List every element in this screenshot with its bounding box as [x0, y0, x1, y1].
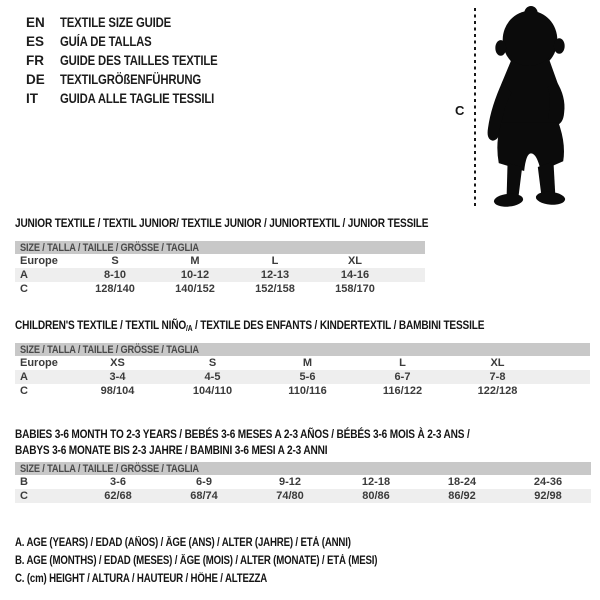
table-row-months	[15, 475, 591, 489]
size-cell: 74/80	[247, 489, 333, 503]
size-cell: 12-18	[361, 476, 391, 488]
size-cell: 9-12	[278, 476, 302, 488]
language-code: IT	[26, 91, 38, 106]
size-cell: 62/68	[75, 489, 161, 503]
language-label: TEXTILGRÖßENFÜHRUNG	[60, 72, 202, 87]
size-cell: 8-10	[75, 268, 155, 282]
size-cell: 116/122	[382, 385, 423, 397]
size-cell: M	[302, 357, 313, 369]
size-cell: 3-6	[110, 476, 126, 488]
title-subscript: /A	[186, 324, 193, 333]
height-measure-dashed-line	[474, 8, 476, 206]
title-part: / TEXTILE DES ENFANTS / KINDERTEXTIL / BAMBINI TESSILE	[192, 318, 485, 332]
baby-silhouette-icon	[486, 5, 574, 210]
table-row-height	[15, 489, 591, 503]
size-cell: 86/92	[419, 489, 505, 503]
size-cell: L	[271, 255, 279, 267]
table-row-europe	[15, 356, 590, 370]
size-cell: S	[208, 357, 217, 369]
size-cell: M	[190, 255, 200, 267]
section-title-babies	[15, 426, 556, 458]
spacer-cell	[395, 282, 425, 296]
size-header-bar	[15, 241, 425, 254]
language-row-it	[26, 89, 248, 108]
size-cell: L	[399, 357, 406, 369]
row-label-cell: C	[20, 385, 28, 397]
size-cell: 10-12	[155, 268, 235, 282]
size-header-label: SIZE / TALLA / TAILLE / GRÖSSE / TAGLIA	[20, 343, 199, 356]
note-text: C. (cm) HEIGHT / ALTURA / HAUTEUR / HÖHE / ALTEZZA	[15, 573, 268, 585]
size-cell: 6-9	[196, 476, 212, 488]
size-cell: 152/158	[255, 283, 295, 295]
language-code: EN	[26, 15, 45, 30]
size-cell: XL	[490, 357, 505, 369]
row-label-cell: C	[20, 283, 28, 295]
size-cell: 68/74	[161, 489, 247, 503]
table-row-europe	[15, 254, 425, 268]
section-title-children	[15, 317, 574, 337]
size-table-children	[15, 343, 590, 398]
size-cell: S	[111, 255, 119, 267]
note-text: B. AGE (MONTHS) / EDAD (MESES) / ÂGE (MOIS) / ALTER (MONATE) / ETÀ (MESI)	[15, 555, 378, 567]
size-cell: 92/98	[505, 489, 591, 503]
size-cell: 3-4	[70, 370, 165, 384]
language-label: GUÍA DE TALLAS	[60, 34, 152, 49]
size-table-junior	[15, 241, 425, 296]
size-header-label: SIZE / TALLA / TAILLE / GRÖSSE / TAGLIA	[20, 241, 199, 254]
size-header-bar	[15, 462, 591, 475]
size-cell: 24-36	[533, 476, 563, 488]
size-cell: 7-8	[450, 370, 545, 384]
size-cell: 14-16	[315, 268, 395, 282]
size-cell: 140/152	[175, 283, 215, 295]
size-cell: 158/170	[335, 283, 375, 295]
language-row-es	[26, 32, 248, 51]
language-list	[26, 13, 248, 108]
row-label-cell: A	[15, 268, 75, 282]
section-title-text: JUNIOR TEXTILE / TEXTIL JUNIOR/ TEXTILE JUNIOR / JUNIORTEXTIL / JUNIOR TESSILE	[15, 216, 429, 230]
legend-notes	[15, 534, 446, 588]
row-label-cell: Europe	[20, 357, 58, 369]
section-title-line1: BABIES 3-6 MONTH TO 2-3 YEARS / BEBÉS 3-6 MESES A 2-3 AÑOS / BÉBÉS 3-6 MOIS À 2-3 ANS /	[15, 427, 470, 441]
language-label: GUIDE DES TAILLES TEXTILE	[60, 53, 218, 68]
table-row-age	[15, 370, 590, 384]
size-cell: 104/110	[192, 385, 233, 397]
size-cell: 12-13	[235, 268, 315, 282]
language-row-fr	[26, 51, 248, 70]
note-age-months	[15, 552, 446, 570]
language-row-de	[26, 70, 248, 89]
table-row-age	[15, 268, 425, 282]
table-row-height	[15, 282, 425, 296]
section-title-text	[15, 317, 484, 337]
size-cell: 128/140	[95, 283, 135, 295]
language-code: DE	[26, 72, 45, 87]
section-title-junior	[15, 215, 507, 231]
note-age-years	[15, 534, 446, 552]
note-height-cm	[15, 570, 446, 588]
note-text: A. AGE (YEARS) / EDAD (AÑOS) / ÂGE (ANS) / ALTER (JAHRE) / ETÀ (ANNI)	[15, 537, 351, 549]
size-cell: 5-6	[260, 370, 355, 384]
spacer-cell	[395, 254, 425, 268]
height-measure-label: C	[455, 103, 465, 118]
table-row-height	[15, 384, 590, 398]
language-code: ES	[26, 34, 45, 49]
spacer-cell	[545, 370, 590, 384]
size-header-bar	[15, 343, 590, 356]
size-cell: 98/104	[100, 385, 135, 397]
row-label-cell: Europe	[20, 255, 58, 267]
title-part: CHILDREN'S TEXTILE / TEXTIL NIÑO	[15, 318, 187, 332]
size-cell: 4-5	[165, 370, 260, 384]
row-label-cell: C	[15, 489, 75, 503]
language-row-en	[26, 13, 248, 32]
size-cell: 122/128	[477, 385, 518, 397]
row-label-cell: A	[15, 370, 70, 384]
language-code: FR	[26, 53, 44, 68]
size-cell: XS	[110, 357, 125, 369]
size-header-label: SIZE / TALLA / TAILLE / GRÖSSE / TAGLIA	[20, 462, 199, 475]
spacer-cell	[395, 268, 425, 282]
spacer-cell	[545, 356, 590, 370]
size-cell: 18-24	[447, 476, 477, 488]
size-cell: 80/86	[333, 489, 419, 503]
size-table-babies	[15, 462, 591, 503]
language-label: TEXTILE SIZE GUIDE	[60, 15, 172, 30]
section-title-line2: BABYS 3-6 MONATE BIS 2-3 JAHRE / BAMBINI 3-6 MESI A 2-3 ANNI	[15, 443, 328, 457]
size-cell: 6-7	[355, 370, 450, 384]
size-cell: XL	[347, 255, 363, 267]
spacer-cell	[545, 384, 590, 398]
row-label-cell: B	[20, 476, 28, 488]
language-label: GUIDA ALLE TAGLIE TESSILI	[60, 91, 215, 106]
size-cell: 110/116	[288, 385, 327, 397]
